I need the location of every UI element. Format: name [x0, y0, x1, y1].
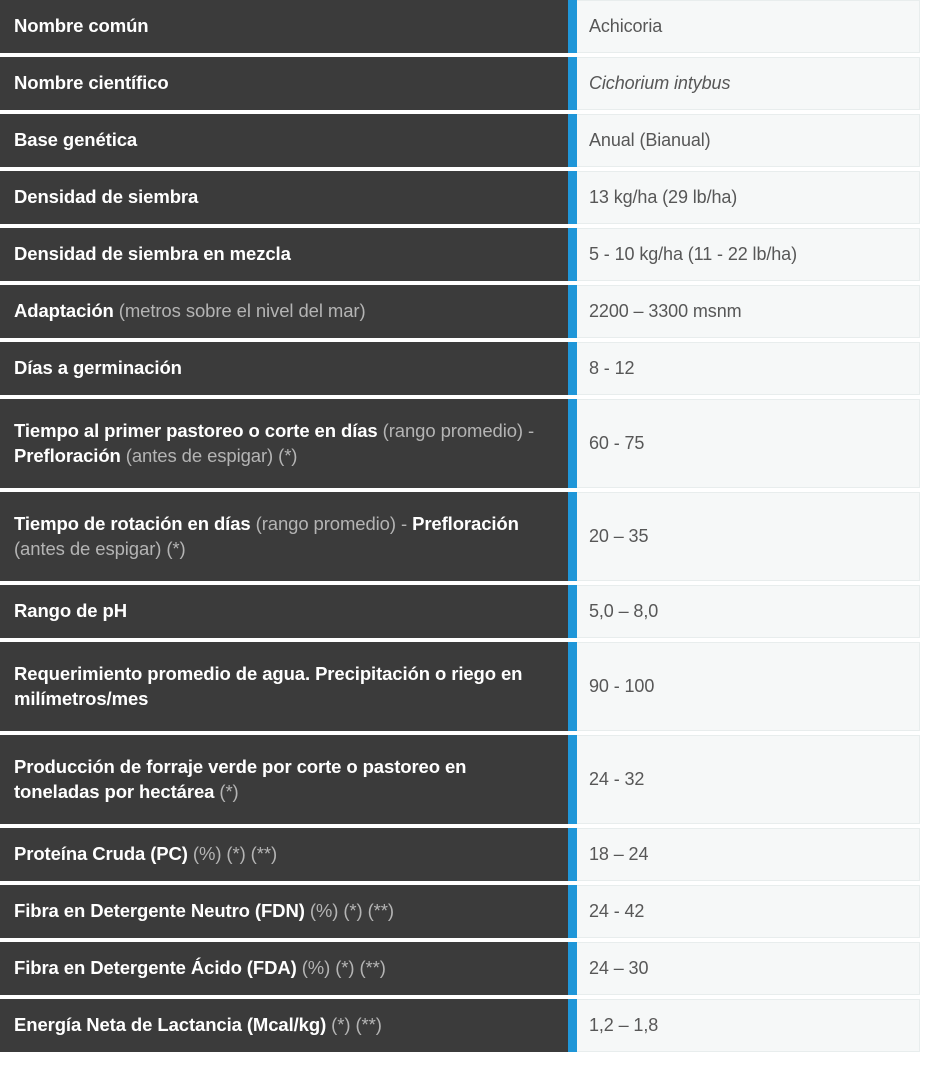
accent-divider [568, 999, 577, 1052]
right-gutter [920, 228, 929, 281]
right-gutter [920, 642, 929, 731]
row-value-cell: 20 – 35 [577, 492, 920, 581]
row-label-secondary: (%) (*) (**) [187, 843, 278, 865]
table-row [0, 942, 929, 995]
right-gutter [920, 999, 929, 1052]
table-row [0, 642, 929, 731]
row-label-cell [0, 585, 568, 638]
table-row [0, 57, 929, 110]
accent-divider [568, 585, 577, 638]
row-label-primary: Fibra en Detergente Ácido (FDA) [14, 957, 297, 979]
right-gutter [920, 885, 929, 938]
row-label-text [14, 14, 148, 38]
row-label-text [14, 419, 554, 467]
row-label-primary: Densidad de siembra [14, 186, 199, 208]
right-gutter [920, 735, 929, 824]
row-value-cell: 13 kg/ha (29 lb/ha) [577, 171, 920, 224]
accent-divider [568, 342, 577, 395]
row-label-primary: Adaptación [14, 300, 114, 322]
row-label-secondary: (antes de espigar) (*) [14, 537, 186, 559]
row-label-cell [0, 942, 568, 995]
row-label-cell [0, 492, 568, 581]
row-label-secondary: (%) (*) (**) [304, 900, 394, 922]
row-value-cell: 1,2 – 1,8 [577, 999, 920, 1052]
right-gutter [920, 114, 929, 167]
row-label-cell [0, 228, 568, 281]
row-label-text [14, 512, 554, 560]
table-row [0, 828, 929, 881]
table-row [0, 585, 929, 638]
right-gutter [920, 57, 929, 110]
row-value-cell: 2200 – 3300 msnm [577, 285, 920, 338]
row-label-primary: Proteína Cruda (PC) [14, 843, 188, 865]
table-row [0, 228, 929, 281]
row-value-cell: 5,0 – 8,0 [577, 585, 920, 638]
accent-divider [568, 885, 577, 938]
row-label-cell [0, 114, 568, 167]
row-label-text [14, 185, 198, 209]
row-label-secondary: (%) (*) (**) [296, 957, 386, 979]
accent-divider [568, 828, 577, 881]
row-label-primary: Fibra en Detergente Neutro (FDN) [14, 900, 305, 922]
accent-divider [568, 57, 577, 110]
row-label-primary: Tiempo al primer pastoreo o corte en días [14, 420, 378, 442]
table-row [0, 0, 929, 53]
row-label-cell [0, 999, 568, 1052]
row-label-primary: Energía Neta de Lactancia (Mcal/kg) [14, 1014, 327, 1036]
row-value-cell: 24 – 30 [577, 942, 920, 995]
right-gutter [920, 171, 929, 224]
right-gutter [920, 828, 929, 881]
row-label-primary: Requerimiento promedio de agua. Precipitación o riego en milímetros/mes [14, 663, 523, 709]
row-label-primary: Nombre científico [14, 72, 169, 94]
row-label-text [14, 128, 137, 152]
accent-divider [568, 942, 577, 995]
row-label-cell [0, 399, 568, 488]
right-gutter [920, 285, 929, 338]
accent-divider [568, 285, 577, 338]
row-label-primary: Nombre común [14, 15, 149, 37]
row-label-text [14, 599, 127, 623]
right-gutter [920, 492, 929, 581]
right-gutter [920, 942, 929, 995]
right-gutter [920, 342, 929, 395]
table-row [0, 885, 929, 938]
row-label-text [14, 356, 182, 380]
row-label-primary: Rango de pH [14, 600, 127, 622]
accent-divider [568, 735, 577, 824]
row-label-cell [0, 0, 568, 53]
row-value-cell: 24 - 32 [577, 735, 920, 824]
row-label-secondary: (rango promedio) - [377, 420, 535, 442]
row-label-text [14, 71, 169, 95]
row-label-secondary: (metros sobre el nivel del mar) [113, 300, 366, 322]
row-value-cell: 90 - 100 [577, 642, 920, 731]
table-row [0, 285, 929, 338]
accent-divider [568, 399, 577, 488]
table-row [0, 399, 929, 488]
row-label-cell [0, 828, 568, 881]
row-label-primary: Producción de forraje verde por corte o pastoreo en toneladas por hectárea [14, 756, 467, 802]
row-label-text [14, 299, 366, 323]
right-gutter [920, 0, 929, 53]
right-gutter [920, 585, 929, 638]
row-label-text [14, 662, 554, 710]
accent-divider [568, 642, 577, 731]
row-label-secondary: (rango promedio) - [250, 513, 413, 535]
row-value-cell: 24 - 42 [577, 885, 920, 938]
row-label-text [14, 956, 386, 980]
accent-divider [568, 492, 577, 581]
row-label-text [14, 242, 291, 266]
row-label-text [14, 755, 554, 803]
row-label-text [14, 899, 394, 923]
row-label-primary: Tiempo de rotación en días [14, 513, 251, 535]
row-label-cell [0, 735, 568, 824]
row-label-primary: Prefloración [412, 513, 519, 535]
row-label-primary: Base genética [14, 129, 138, 151]
right-gutter [920, 399, 929, 488]
row-label-secondary: (antes de espigar) (*) [120, 444, 298, 466]
accent-divider [568, 228, 577, 281]
row-label-primary: Densidad de siembra en mezcla [14, 243, 291, 265]
table-row [0, 114, 929, 167]
accent-divider [568, 114, 577, 167]
row-value-cell: 5 - 10 kg/ha (11 - 22 lb/ha) [577, 228, 920, 281]
row-label-text [14, 1013, 382, 1037]
row-label-primary: Prefloración [14, 444, 121, 466]
accent-divider [568, 0, 577, 53]
accent-divider [568, 171, 577, 224]
row-value-cell: 60 - 75 [577, 399, 920, 488]
row-value-cell: 8 - 12 [577, 342, 920, 395]
row-label-text [14, 842, 277, 866]
row-label-cell [0, 171, 568, 224]
row-label-cell [0, 642, 568, 731]
row-label-cell [0, 885, 568, 938]
row-value-cell: 18 – 24 [577, 828, 920, 881]
row-label-cell [0, 285, 568, 338]
table-row [0, 171, 929, 224]
table-row [0, 342, 929, 395]
row-label-cell [0, 342, 568, 395]
table-row [0, 735, 929, 824]
row-label-secondary: (*) [214, 780, 239, 802]
row-value-cell: Anual (Bianual) [577, 114, 920, 167]
row-label-secondary: (*) (**) [326, 1014, 382, 1036]
table-row [0, 999, 929, 1052]
row-value-cell: Cichorium intybus [577, 57, 920, 110]
row-value-cell: Achicoria [577, 0, 920, 53]
row-label-cell [0, 57, 568, 110]
row-label-primary: Días a germinación [14, 357, 182, 379]
table-row [0, 492, 929, 581]
